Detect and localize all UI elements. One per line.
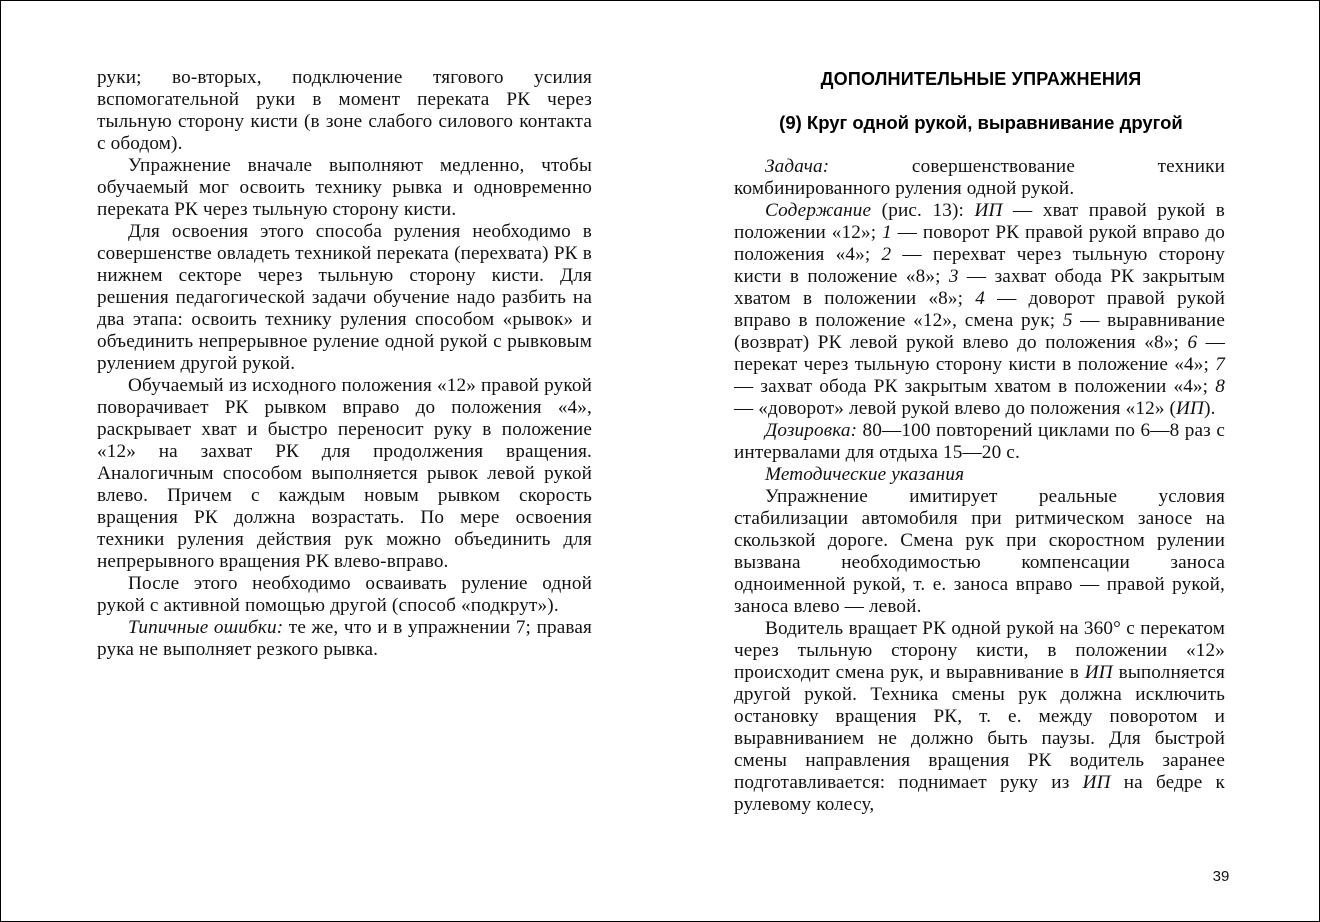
text-run: Водитель вращает РК одной рукой на 360° с перекатом через тыльную сторону кисти, в положении «12» происходит смена рук, и выравнивание в [734,618,1225,683]
left-page [1,1,661,921]
italic-run: 1 [882,222,892,243]
section-heading: ДОПОЛНИТЕЛЬНЫЕ УПРАЖНЕНИЯ [820,69,1142,89]
italic-run: 3 [948,266,959,287]
text-run: 80—100 повторений циклами по 6—8 раз с интервалами для отдыха 15—20 с. [734,420,1225,463]
italic-run: ИП [974,200,1003,221]
paragraph [97,617,592,661]
italic-run: Содержание [765,200,872,221]
text-run: — хват правой рукой в положении «12»; [734,200,1225,243]
italic-run: 7 [1215,354,1225,375]
paragraph [734,486,1225,618]
text-run: Для освоения этого способа руления необходимо в совершенстве овладеть техникой переката (перехвата) РК в нижнем секторе через тыльную сторону кисти. Для решения педагогической задачи обучение надо разбить на два этапа: освоить технику руления способом «рывок» и объединить непрерывное руление одной рукой с рывковым рулением другой рукой. [97,221,592,374]
text-run: — выравнивание (возврат) РК левой рукой влево до положения «8»; [734,310,1225,353]
right-page [661,1,1319,921]
paragraph [734,420,1225,464]
italic-run: Задача: [765,156,830,177]
text-run: совершенствование техники комбинированного руления одной рукой. [734,156,1225,199]
text-run: Упражнение имитирует реальные условия стабилизации автомобиля при ритмическом заносе на скользкой дороге. Смена рук при скоростном рулении вызвана необходимостью компенсации заноса одноименной рукой, т. е. заноса вправо — правой рукой, заноса влево — левой. [734,486,1225,617]
text-run: Упражнение вначале выполняют медленно, чтобы обучаемый мог освоить технику рывка и одновременно переката РК через тыльную сторону кисти. [97,155,592,220]
text-run: — захват обода РК закрытым хватом в положении «8»; [734,266,1225,309]
paragraph [97,573,592,617]
paragraph [734,156,1225,200]
italic-run: ИП [1176,398,1205,419]
italic-run: ИП [1082,772,1111,793]
text-run: руки; во-вторых, подключение тягового усилия вспомогательной руки в момент переката РК через тыльную сторону кисти (в зоне слабого силового контакта с ободом). [97,67,592,154]
text-run: те же, что и в упражнении 7; правая рука не выполняет резкого рывка. [97,617,593,660]
paragraph [97,155,592,221]
page-number: 39 [1212,868,1230,885]
right-page-text [734,156,1225,816]
exercise-title: (9) Круг одной рукой, выравнивание другой [779,112,1183,133]
italic-run: 6 [1187,332,1198,353]
paragraph [97,67,592,155]
text-run: выполняется другой рукой. Техника смены рук должна исключить остановку вращения РК, т. е. между поворотом и выравниванием не должно быть паузы. Для быстрой смены направления вращения РК водитель заранее подготавливается: поднимает руку из [734,662,1225,793]
paragraph [97,375,592,573]
text-run: Обучаемый из исходного положения «12» правой рукой поворачивает РК рывком вправо до положения «4», раскрывает хват и быстро переносит руку в положение «12» на захват РК для продолжения вращения. Аналогичным способом выполняется рывок левой рукой влево. Причем с каждым новым рывком скорость вращения РК должна возрастать. По мере освоения техники руления действия рук можно объединить для непрерывного вращения РК влево-вправо. [97,375,592,572]
italic-run: 5 [1062,310,1073,331]
text-run: (рис. 13): [871,200,975,221]
paragraph [97,221,592,375]
text-run: ). [1204,398,1216,419]
italic-run: ИП [1084,662,1113,683]
text-run: — перекат через тыльную сторону кисти в положение «4»; [734,332,1225,375]
italic-run: 4 [975,288,985,309]
left-page-text [97,67,592,661]
italic-run: 2 [881,244,892,265]
italic-run: 8 [1215,376,1225,397]
text-run: — захват обода РК закрытым хватом в положении «4»; [734,376,1216,397]
text-run: — перехват через тыльную сторону кисти в положение «8»; [734,244,1226,287]
italic-run: Методические указания [765,464,965,485]
text-run: — поворот РК правой рукой вправо до положения «4»; [734,222,1225,265]
paragraph [734,464,1225,486]
italic-run: Дозировка: [765,420,858,441]
text-run: После этого необходимо осваивать руление одной рукой с активной помощью другой (способ «подкрут»). [97,573,592,616]
italic-run: Типичные ошибки: [128,617,284,638]
paragraph [734,200,1225,420]
text-run: на бедре к рулевому колесу, [734,772,1225,815]
paragraph [734,618,1225,816]
text-run: — «доворот» левой рукой влево до положения «12» ( [734,398,1177,419]
text-run: — доворот правой рукой вправо в положение «12», смена рук; [734,288,1225,331]
